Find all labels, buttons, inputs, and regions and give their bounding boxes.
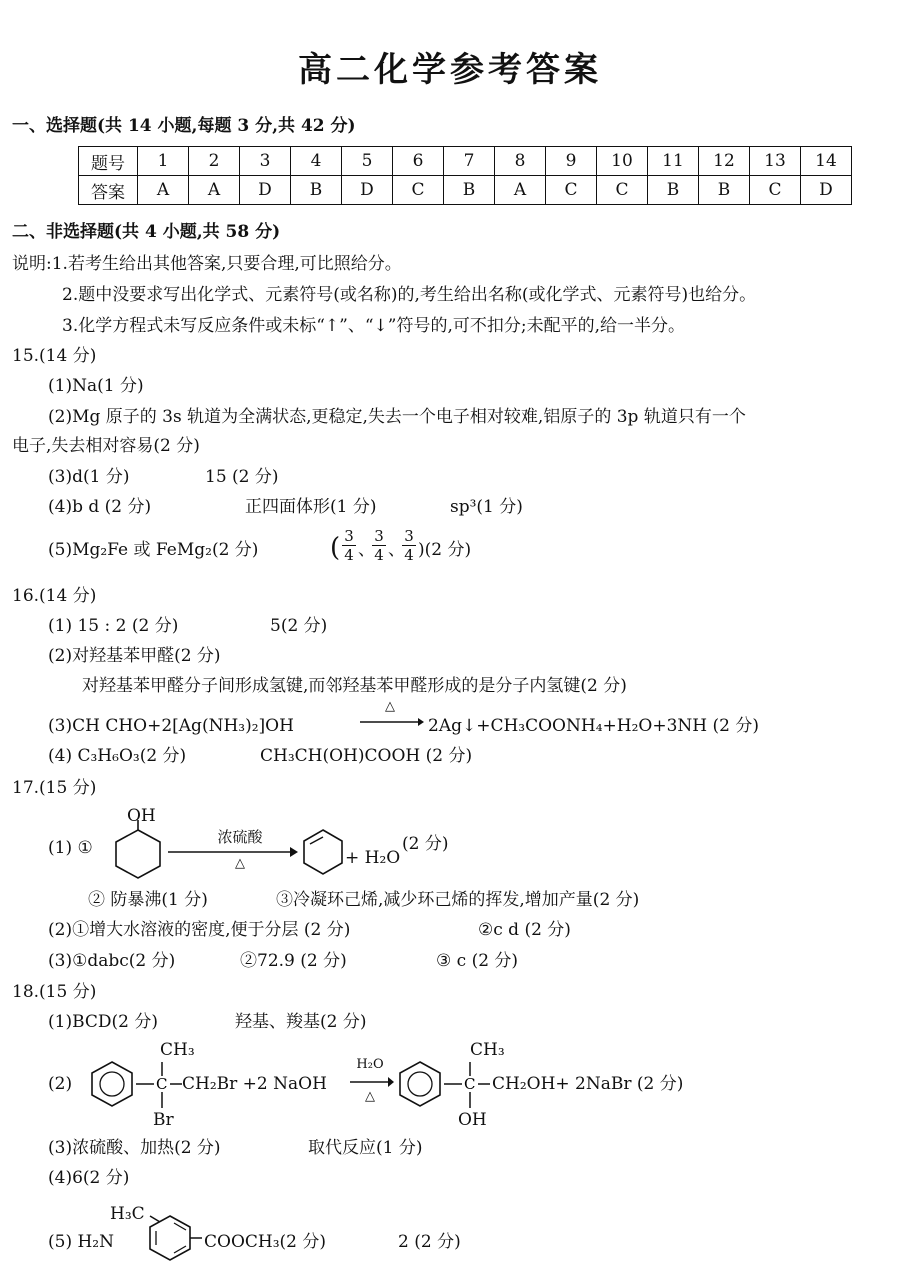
q15-heading: 15.(14 分) — [12, 346, 97, 366]
q16-part4b: CH₃CH(OH)COOH (2 分) — [260, 746, 473, 766]
table-row — [79, 176, 852, 205]
heat-condition: △ — [385, 699, 395, 714]
bromo-label: Br — [153, 1110, 174, 1130]
reaction-arrow-icon — [350, 1076, 394, 1088]
note-2: 2.题中没要求写出化学式、元素符号(或名称)的,考生给出名称(或化学式、元素符号)也给分。 — [62, 285, 757, 305]
ch2br-reactant: CH₂Br +2 NaOH — [182, 1074, 327, 1094]
table-cell: B — [444, 176, 495, 205]
table-cell: 11 — [648, 147, 699, 176]
q16-part1b: 5(2 分) — [270, 616, 328, 636]
q16-part3-left: (3)CH CHO+2[Ag(NH₃)₂]OH — [48, 716, 294, 736]
table-cell: 2 — [189, 147, 240, 176]
fraction-numerator: 3 — [374, 527, 384, 545]
q18-heading: 18.(15 分) — [12, 982, 97, 1002]
condition-conc-sulfuric: 浓硫酸 — [217, 828, 263, 846]
page-title: 高二化学参考答案 — [298, 50, 602, 90]
table-cell: B — [291, 176, 342, 205]
condition-heat: △ — [365, 1089, 375, 1104]
benzene-ring-icon — [396, 1060, 444, 1108]
substituted-benzene-icon — [140, 1212, 204, 1262]
table-cell: 7 — [444, 147, 495, 176]
row-label-answer: 答案 — [79, 176, 138, 205]
q15-part2-line2: 电子,失去相对容易(2 分) — [12, 436, 200, 456]
table-cell: C — [750, 176, 801, 205]
table-cell: C — [597, 176, 648, 205]
row-label-number: 题号 — [79, 147, 138, 176]
fraction-denominator: 4 — [402, 545, 416, 564]
oh-label: OH — [127, 806, 156, 826]
q15-part3b: 15 (2 分) — [205, 467, 279, 487]
note-3: 3.化学方程式未写反应条件或未标“↑”、“↓”符号的,可不扣分;未配平的,给一半分。 — [62, 316, 686, 336]
q16-part4a: (4) C₃H₆O₃(2 分) — [48, 746, 187, 766]
table-cell: 3 — [240, 147, 291, 176]
comma-separator: 、 — [388, 540, 405, 560]
table-cell: 12 — [699, 147, 750, 176]
q15-part1: (1)Na(1 分) — [48, 376, 144, 396]
table-cell: D — [342, 176, 393, 205]
table-cell: 14 — [801, 147, 852, 176]
q15-part2-line1: (2)Mg 原子的 3s 轨道为全满状态,更稳定,失去一个电子相对较难,铝原子的 3p 轨道只有一个 — [48, 407, 746, 427]
table-cell: D — [240, 176, 291, 205]
q17-part2b: ②c d (2 分) — [478, 920, 571, 940]
table-cell: C — [393, 176, 444, 205]
hydroxyl-label: OH — [458, 1110, 487, 1130]
table-cell: 4 — [291, 147, 342, 176]
q17-heading: 17.(15 分) — [12, 778, 97, 798]
table-cell: C — [546, 176, 597, 205]
table-cell: B — [699, 176, 750, 205]
q17-part1b: ② 防暴沸(1 分) — [88, 890, 208, 910]
reaction-arrow-icon — [360, 716, 424, 728]
svg-text:C: C — [464, 1075, 476, 1093]
q17-part3b: ②72.9 (2 分) — [240, 951, 347, 971]
comma-separator: 、 — [358, 540, 375, 560]
q16-heading: 16.(14 分) — [12, 586, 97, 606]
table-cell: A — [189, 176, 240, 205]
table-cell: 5 — [342, 147, 393, 176]
benzene-ring-icon — [88, 1060, 136, 1108]
h3c-label: H₃C — [110, 1204, 145, 1224]
q17-part2a: (2)①增大水溶液的密度,便于分层 (2 分) — [48, 920, 351, 940]
q18-part4: (4)6(2 分) — [48, 1168, 130, 1188]
table-cell: 10 — [597, 147, 648, 176]
q15-part4a: (4)b d (2 分) — [48, 497, 152, 517]
water-product: + H₂O — [345, 848, 401, 868]
table-cell: 13 — [750, 147, 801, 176]
fraction-denominator: 4 — [372, 545, 386, 564]
cyclohexanol-structure-icon — [108, 820, 168, 882]
fraction — [372, 527, 386, 564]
reaction-arrow-icon — [168, 846, 298, 858]
table-row — [79, 147, 852, 176]
q16-part2b: 对羟基苯甲醛分子间形成氢键,而邻羟基苯甲醛形成的是分子内氢键(2 分) — [82, 676, 627, 696]
q15-part5a: (5)Mg₂Fe 或 FeMg₂(2 分) — [48, 540, 259, 560]
q18-part5b: 2 (2 分) — [398, 1232, 461, 1252]
ester-group-label: COOCH₃(2 分) — [204, 1232, 327, 1252]
fraction-numerator: 3 — [404, 527, 414, 545]
note-1: 说明:1.若考生给出其他答案,只要合理,可比照给分。 — [12, 254, 402, 274]
q18-part2-label: (2) — [48, 1074, 73, 1094]
q17-part3a: (3)①dabc(2 分) — [48, 951, 176, 971]
q17-part1-label: (1) ① — [48, 838, 93, 858]
table-cell: A — [495, 176, 546, 205]
table-cell: 6 — [393, 147, 444, 176]
q17-part3c: ③ c (2 分) — [436, 951, 519, 971]
svg-text:C: C — [156, 1075, 168, 1093]
q15-coord-open-paren: ( — [330, 533, 341, 563]
table-cell: D — [801, 176, 852, 205]
table-cell: 8 — [495, 147, 546, 176]
answer-table — [78, 146, 852, 205]
methyl-label: CH₃ — [160, 1040, 195, 1060]
cyclohexene-structure-icon — [300, 828, 346, 876]
q15-part3a: (3)d(1 分) — [48, 467, 130, 487]
table-cell: A — [138, 176, 189, 205]
fraction — [342, 527, 356, 564]
table-cell: 1 — [138, 147, 189, 176]
table-cell: B — [648, 176, 699, 205]
quaternary-carbon-bonds-icon — [444, 1058, 496, 1112]
q18-part1b: 羟基、羧基(2 分) — [235, 1012, 367, 1032]
quaternary-carbon-bonds-icon — [136, 1058, 188, 1112]
section2-heading: 二、非选择题(共 4 小题,共 58 分) — [12, 222, 281, 242]
condition-heat: △ — [235, 856, 245, 871]
fraction-numerator: 3 — [344, 527, 354, 545]
fraction — [402, 527, 416, 564]
q15-part4b: 正四面体形(1 分) — [245, 497, 377, 517]
q15-part5-score: )(2 分) — [418, 540, 472, 560]
q16-part2: (2)对羟基苯甲醛(2 分) — [48, 646, 221, 666]
q17-part1c: ③冷凝环己烯,减少环己烯的挥发,增加产量(2 分) — [276, 890, 640, 910]
methyl-label: CH₃ — [470, 1040, 505, 1060]
ch2oh-product: CH₂OH+ 2NaBr (2 分) — [492, 1074, 684, 1094]
q16-part3-right: 2Ag↓+CH₃COONH₄+H₂O+3NH (2 分) — [428, 716, 759, 736]
q15-part4c: sp³(1 分) — [450, 497, 523, 517]
fraction-denominator: 4 — [342, 545, 356, 564]
q17-part1-score: (2 分) — [402, 834, 449, 854]
q18-part1a: (1)BCD(2 分) — [48, 1012, 159, 1032]
q16-part1a: (1) 15 : 2 (2 分) — [48, 616, 179, 636]
q18-part3b: 取代反应(1 分) — [308, 1138, 423, 1158]
table-cell: 9 — [546, 147, 597, 176]
section1-heading: 一、选择题(共 14 小题,每题 3 分,共 42 分) — [12, 116, 356, 136]
q18-part5-label: (5) H₂N — [48, 1232, 114, 1252]
q18-part3a: (3)浓硫酸、加热(2 分) — [48, 1138, 221, 1158]
condition-water: H₂O — [356, 1057, 384, 1072]
